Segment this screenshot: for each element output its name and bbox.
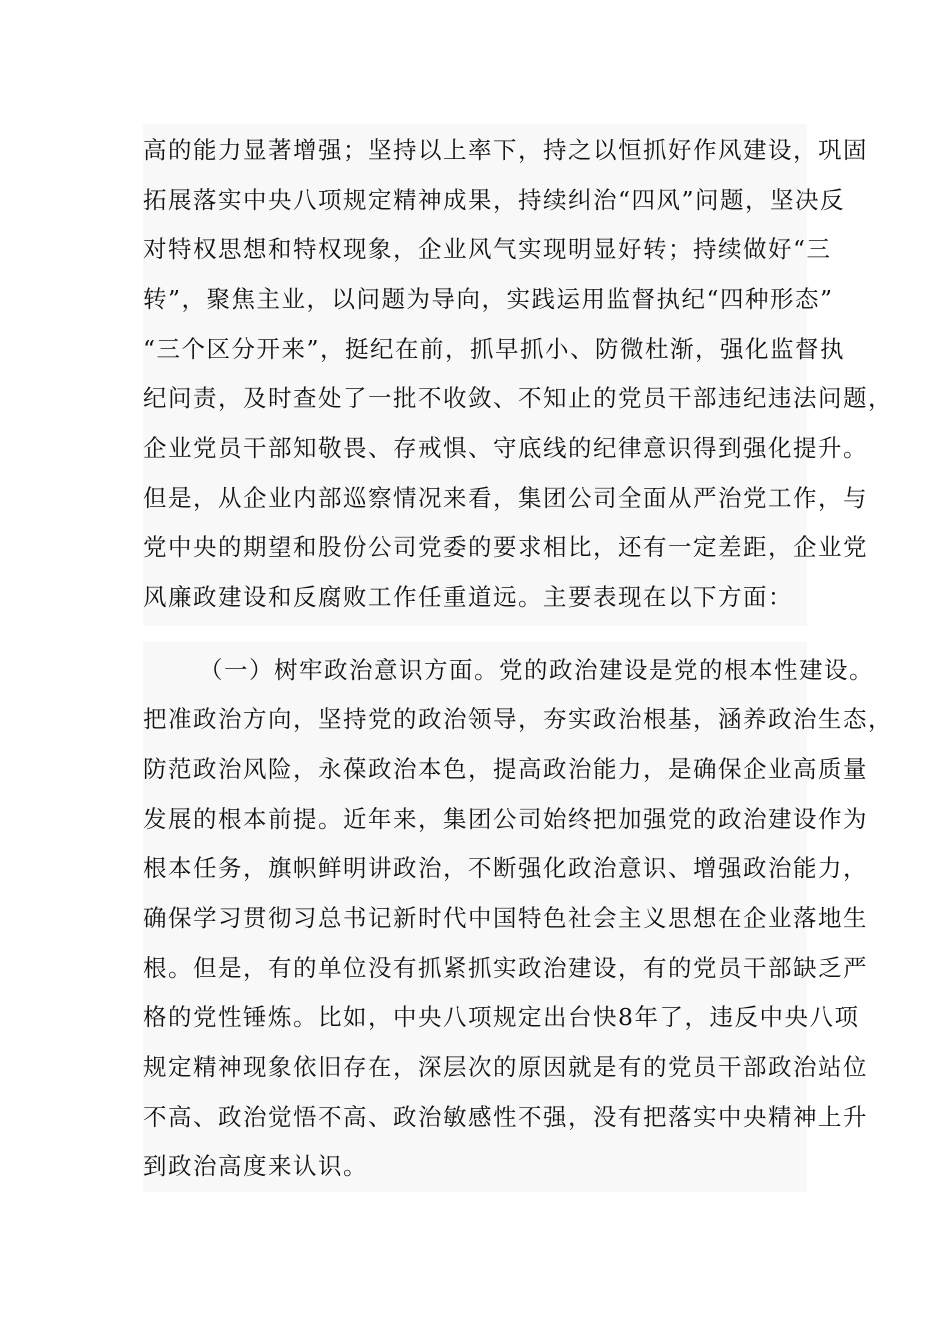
- paragraph-2-line: 把准政治方向，坚持党的政治领导，夯实政治根基，涵养政治生态，: [143, 705, 893, 733]
- paragraph-2-line: 根本任务，旗帜鲜明讲政治，不断强化政治意识、增强政治能力，: [143, 854, 868, 882]
- paragraph-1-line: 高的能力显著增强；坚持以上率下，持之以恒抓好作风建设，巩固: [143, 136, 868, 164]
- paragraph-2-line: 格的党性锤炼。比如，中央八项规定出台快8年了，违反中央八项: [143, 1003, 860, 1031]
- paragraph-1-line: 拓展落实中央八项规定精神成果，持续纠治“四风”问题，坚决反: [143, 186, 846, 214]
- paragraph-1-line: 但是，从企业内部巡察情况来看，集团公司全面从严治党工作，与: [143, 484, 868, 512]
- paragraph-2-line: 不高、政治觉悟不高、政治敏感性不强，没有把落实中央精神上升: [143, 1103, 868, 1131]
- paragraph-2-line: 防范政治风险，永葆政治本色，提高政治能力，是确保企业高质量: [143, 755, 868, 783]
- paragraph-1-line: “三个区分开来”，挺纪在前，抓早抓小、防微杜渐，强化监督执: [143, 335, 846, 363]
- paragraph-1-line: 转”，聚焦主业，以问题为导向，实践运用监督执纪“四种形态”: [143, 285, 834, 313]
- paragraph-2-line: 根。但是，有的单位没有抓紧抓实政治建设，有的党员干部缺乏严: [143, 954, 868, 982]
- paragraph-2-line: 发展的根本前提。近年来，集团公司始终把加强党的政治建设作为: [143, 805, 868, 833]
- paragraph-2-line: （一）树牢政治意识方面。党的政治建设是党的根本性建设。: [199, 656, 874, 684]
- paragraph-1-line: 对特权思想和特权现象，企业风气实现明显好转；持续做好“三: [143, 235, 832, 263]
- paragraph-2-line: 规定精神现象依旧存在，深层次的原因就是有的党员干部政治站位: [143, 1053, 868, 1081]
- paragraph-2-line: 到政治高度来认识。: [143, 1152, 368, 1180]
- paragraph-1-line: 企业党员干部知敬畏、存戒惧、守底线的纪律意识得到强化提升。: [143, 434, 868, 462]
- paragraph-2-line: 确保学习贯彻习总书记新时代中国特色社会主义思想在企业落地生: [143, 904, 868, 932]
- paragraph-1-line: 风廉政建设和反腐败工作任重道远。主要表现在以下方面：: [143, 583, 793, 611]
- paragraph-1-line: 党中央的期望和股份公司党委的要求相比，还有一定差距，企业党: [143, 533, 868, 561]
- paragraph-1-line: 纪问责，及时查处了一批不收敛、不知止的党员干部违纪违法问题，: [143, 384, 893, 412]
- paragraph-1: [143, 124, 893, 626]
- paragraph-2: [143, 642, 893, 1192]
